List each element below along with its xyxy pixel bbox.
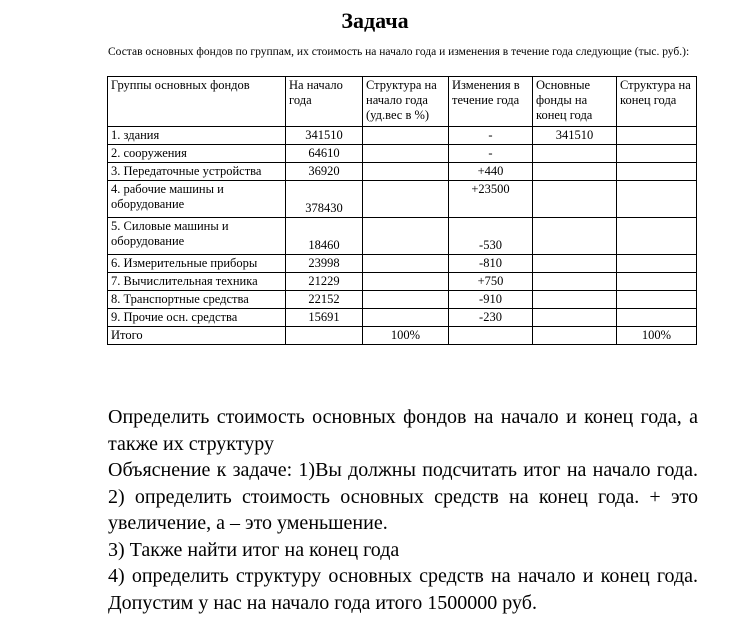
header-cell: На начало года xyxy=(286,77,363,127)
change-cell: +750 xyxy=(449,273,533,291)
start-structure-cell xyxy=(363,218,449,255)
change-cell: -530 xyxy=(449,218,533,255)
group-name-cell: 9. Прочие осн. средства xyxy=(108,309,286,327)
change-cell: -910 xyxy=(449,291,533,309)
total-change-cell xyxy=(449,327,533,345)
start-structure-cell xyxy=(363,163,449,181)
end-value-cell xyxy=(533,218,617,255)
end-value-cell xyxy=(533,163,617,181)
start-structure-cell xyxy=(363,309,449,327)
end-value-cell: 341510 xyxy=(533,127,617,145)
task-paragraph: 3) Также найти итог на конец года xyxy=(108,538,400,561)
end-value-cell xyxy=(533,181,617,218)
table-row xyxy=(108,163,697,181)
group-name-cell: 4. рабочие машины и оборудование xyxy=(108,181,286,218)
start-value-cell: 22152 xyxy=(286,291,363,309)
start-structure-cell xyxy=(363,291,449,309)
end-structure-cell xyxy=(617,218,697,255)
start-value-cell: 36920 xyxy=(286,163,363,181)
header-cell: Группы основных фондов xyxy=(108,77,286,127)
task-instructions xyxy=(108,404,698,616)
start-value-cell: 15691 xyxy=(286,309,363,327)
task-paragraph: 4) определить структуру основных средств на начало и конец года. Допустим у нас на начало года итого 1500000 руб. xyxy=(108,565,698,614)
page-title: Задача xyxy=(341,8,409,33)
start-value-cell: 64610 xyxy=(286,145,363,163)
intro-text: Состав основных фондов по группам, их стоимость на начало года и изменения в течение года следующие (тыс. руб.): xyxy=(108,46,690,58)
change-cell: - xyxy=(449,145,533,163)
group-name-cell: 5. Силовые машины и оборудование xyxy=(108,218,286,255)
end-structure-cell xyxy=(617,273,697,291)
table-row xyxy=(108,291,697,309)
table-row xyxy=(108,218,697,255)
header-cell: Основные фонды на конец года xyxy=(533,77,617,127)
end-value-cell xyxy=(533,255,617,273)
change-cell: +23500 xyxy=(449,181,533,218)
header-cell: Структура на начало года (уд.вес в %) xyxy=(363,77,449,127)
start-structure-cell xyxy=(363,255,449,273)
start-value-cell: 341510 xyxy=(286,127,363,145)
table-header-row xyxy=(108,77,697,127)
change-cell: - xyxy=(449,127,533,145)
group-name-cell: 2. сооружения xyxy=(108,145,286,163)
total-end-cell xyxy=(533,327,617,345)
start-structure-cell xyxy=(363,127,449,145)
end-structure-cell xyxy=(617,127,697,145)
start-structure-cell xyxy=(363,273,449,291)
table-row xyxy=(108,309,697,327)
task-paragraph: Объяснение к задаче: 1)Вы должны подсчитать итог на начало года. 2) определить стоимость основных средств на конец года. + это увеличение, а – это уменьшение. xyxy=(108,459,698,534)
group-name-cell: 3. Передаточные устройства xyxy=(108,163,286,181)
start-value-cell: 21229 xyxy=(286,273,363,291)
total-start-cell xyxy=(286,327,363,345)
fixed-assets-table xyxy=(107,76,697,345)
header-cell: Структура на конец года xyxy=(617,77,697,127)
end-structure-cell xyxy=(617,181,697,218)
group-name-cell: 7. Вычислительная техника xyxy=(108,273,286,291)
end-structure-cell xyxy=(617,163,697,181)
start-value-cell: 378430 xyxy=(286,181,363,218)
change-cell: -810 xyxy=(449,255,533,273)
table-row xyxy=(108,273,697,291)
group-name-cell: 6. Измерительные приборы xyxy=(108,255,286,273)
table-row xyxy=(108,127,697,145)
total-label-cell: Итого xyxy=(108,327,286,345)
end-value-cell xyxy=(533,309,617,327)
start-value-cell: 18460 xyxy=(286,218,363,255)
end-value-cell xyxy=(533,145,617,163)
end-value-cell xyxy=(533,291,617,309)
start-structure-cell xyxy=(363,181,449,218)
table-row xyxy=(108,255,697,273)
group-name-cell: 8. Транспортные средства xyxy=(108,291,286,309)
table-total-row xyxy=(108,327,697,345)
start-value-cell: 23998 xyxy=(286,255,363,273)
table-row xyxy=(108,145,697,163)
change-cell: +440 xyxy=(449,163,533,181)
total-start-structure-cell: 100% xyxy=(363,327,449,345)
end-structure-cell xyxy=(617,145,697,163)
task-paragraph: Определить стоимость основных фондов на начало и конец года, а также их структуру xyxy=(108,406,698,455)
end-value-cell xyxy=(533,273,617,291)
end-structure-cell xyxy=(617,255,697,273)
table-row xyxy=(108,181,697,218)
header-cell: Изменения в течение года xyxy=(449,77,533,127)
total-end-structure-cell: 100% xyxy=(617,327,697,345)
group-name-cell: 1. здания xyxy=(108,127,286,145)
start-structure-cell xyxy=(363,145,449,163)
end-structure-cell xyxy=(617,291,697,309)
end-structure-cell xyxy=(617,309,697,327)
change-cell: -230 xyxy=(449,309,533,327)
